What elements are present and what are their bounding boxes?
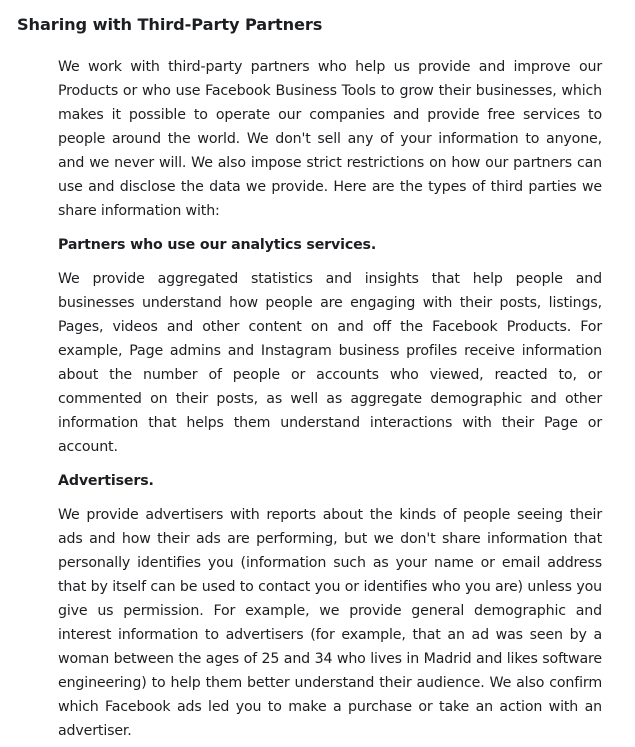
intro-paragraph: We work with third-party partners who help us provide and improve our Products or who use Facebook Business Tools to grow their businesses, which makes it possible to operate our companies and provide free services to people around the world. We don't sell any of your information to anyone, and we never will. We also impose strict restrictions on how our partners can use and disclose the data we provide. Here are the types of third parties we share information with: [58, 59, 602, 219]
advertisers-paragraph: We provide advertisers with reports about the kinds of people seeing their ads and how their ads are performing, but we don't share information that personally identifies you (information such as your name or email address that by itself can be used to contact you or identifies who you are) unless you give us permission. For example, we provide general demographic and interest information to advertisers (for example, that an ad was seen by a woman between the ages of 25 and 34 who lives in Madrid and likes software engineering) to help them better understand their audience. We also confirm which Facebook ads led you to make a purchase or take an action with an advertiser. [58, 507, 602, 739]
section-content [58, 55, 602, 743]
section-title: Sharing with Third-Party Partners [17, 15, 323, 34]
advertisers-heading: Advertisers. [58, 473, 154, 489]
analytics-partners-heading: Partners who use our analytics services. [58, 237, 377, 253]
analytics-partners-paragraph: We provide aggregated statistics and insights that help people and businesses understand how people are engaging with their posts, listings, Pages, videos and other content on and off the Facebook Products. For example, Page admins and Instagram business profiles receive information about the number of people or accounts who viewed, reacted to, or commented on their posts, as well as aggregate demographic and other information that helps them understand interactions with their Page or account. [58, 271, 602, 455]
